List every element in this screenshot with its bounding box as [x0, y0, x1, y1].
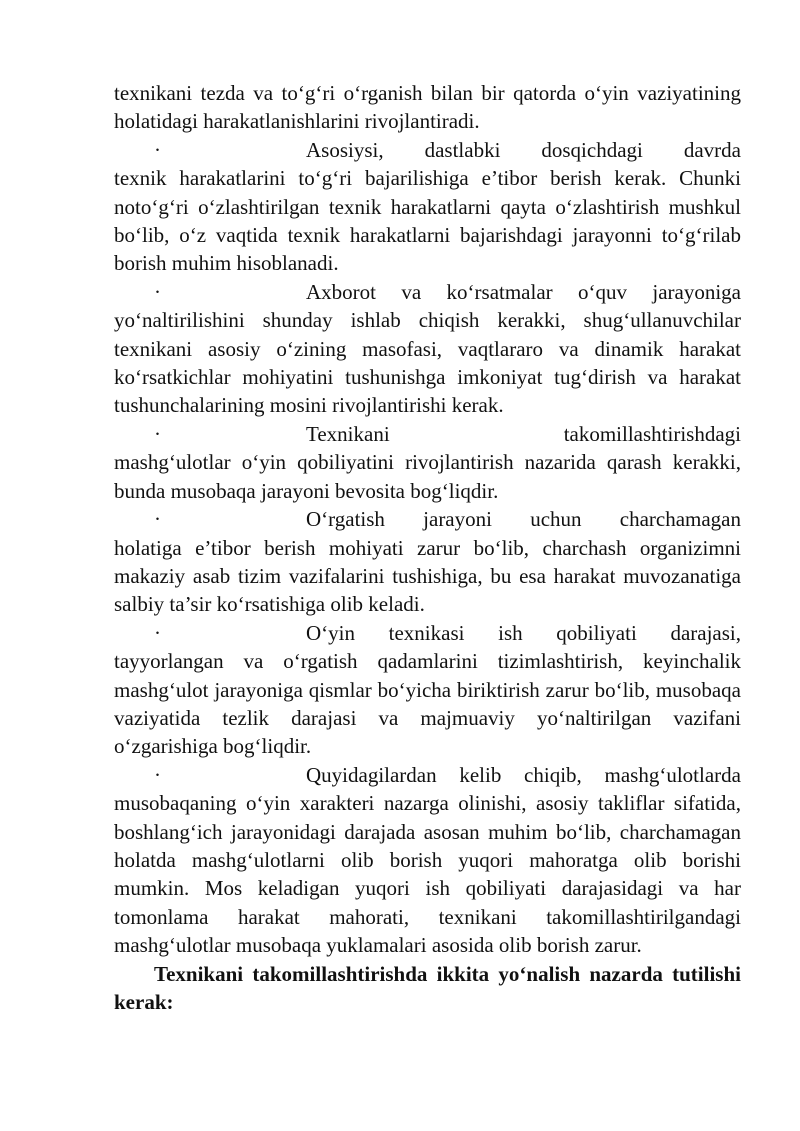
- bullet-item-1: [114, 136, 741, 278]
- bullet-first-line: Texnikani takomillashtirishdagi: [306, 421, 741, 446]
- bullet-body: tayyorlangan va o‘rgatish qadamlarini tizimlashtirish, keyinchalik mashg‘ulot jarayoniga qismlar bo‘yicha biriktirish zarur bo‘lib, musobaqa vaziyatida tezlik darajasi va majmuaviy yo‘naltirilgan vazifani o‘zgarishiga bog‘liqdir.: [114, 649, 741, 759]
- bullet-marker: ·: [154, 421, 161, 446]
- bullet-first-line: Axborot va ko‘rsatmalar o‘quv jarayoniga: [306, 279, 741, 304]
- bullet-item-4: [114, 505, 741, 619]
- bullet-marker: ·: [154, 137, 161, 162]
- section-heading: Texnikani takomillashtirishda ikkita yo‘nalish nazarda tutilishi kerak:: [114, 961, 741, 1014]
- bullet-marker: ·: [154, 507, 161, 532]
- document-page: [114, 79, 741, 1016]
- bullet-item-5: [114, 619, 741, 761]
- bullet-item-3: [114, 420, 741, 505]
- bullet-first-line: Asosiysi, dastlabki dosqichdagi davrda: [306, 137, 741, 162]
- bullet-item-2: [114, 278, 741, 420]
- bullet-marker: ·: [154, 762, 161, 787]
- bullet-body: holatiga e’tibor berish mohiyati zarur bo‘lib, charchash organizimni makaziy asab tizim vazifalarini tushishiga, bu esa harakat muvozanatiga salbiy ta’sir ko‘rsatishiga olib keladi.: [114, 535, 741, 617]
- bullet-first-line: O‘rgatish jarayoni uchun charchamagan: [306, 507, 741, 532]
- bullet-body: mashg‘ulotlar o‘yin qobiliyatini rivojlantirish nazarida qarash kerakki, bunda musobaqa jarayoni bevosita bog‘liqdir.: [114, 450, 741, 503]
- bullet-first-line: O‘yin texnikasi ish qobiliyati darajasi,: [306, 620, 741, 645]
- bullet-body: yo‘naltirilishini shunday ishlab chiqish kerakki, shug‘ullanuvchilar texnikani asosiy o‘zining masofasi, vaqtlararo va dinamik harakat ko‘rsatkichlar mohiyatini tushunishga imkoniyat tug‘dirish va harakat tushunchalarining mosini rivojlantirishi kerak.: [114, 308, 741, 418]
- intro-paragraph: texnikani tezda va to‘g‘ri o‘rganish bilan bir qatorda o‘yin vaziyatining holatidagi harakatlanishlarini rivojlantiradi.: [114, 81, 741, 134]
- bullet-body: musobaqaning o‘yin xarakteri nazarga olinishi, asosiy takliflar sifatida, boshlang‘ich jarayonidagi darajada asosan muhim bo‘lib, charchamagan holatda mashg‘ulotlarni olib borish yuqori mahoratga olib borishi mumkin. Mos keladigan yuqori ish qobiliyati darajasidagi va har tomonlama harakat mahorati, texnikani takomillashtirilgandagi mashg‘ulotlar musobaqa yuklamalari asosida olib borish zarur.: [114, 791, 741, 958]
- bullet-body: texnik harakatlarini to‘g‘ri bajarilishiga e’tibor berish kerak. Chunki noto‘g‘ri o‘zlashtirilgan texnik harakatlarni qayta o‘zlashtirish mushkul bo‘lib, o‘z vaqtida texnik harakatlarni bajarishdagi jarayonni to‘g‘rilab borish muhim hisoblanadi.: [114, 166, 741, 276]
- bullet-item-6: [114, 761, 741, 960]
- bullet-marker: ·: [154, 620, 161, 645]
- bullet-first-line: Quyidagilardan kelib chiqib, mashg‘ulotlarda: [306, 762, 741, 787]
- bullet-marker: ·: [154, 279, 161, 304]
